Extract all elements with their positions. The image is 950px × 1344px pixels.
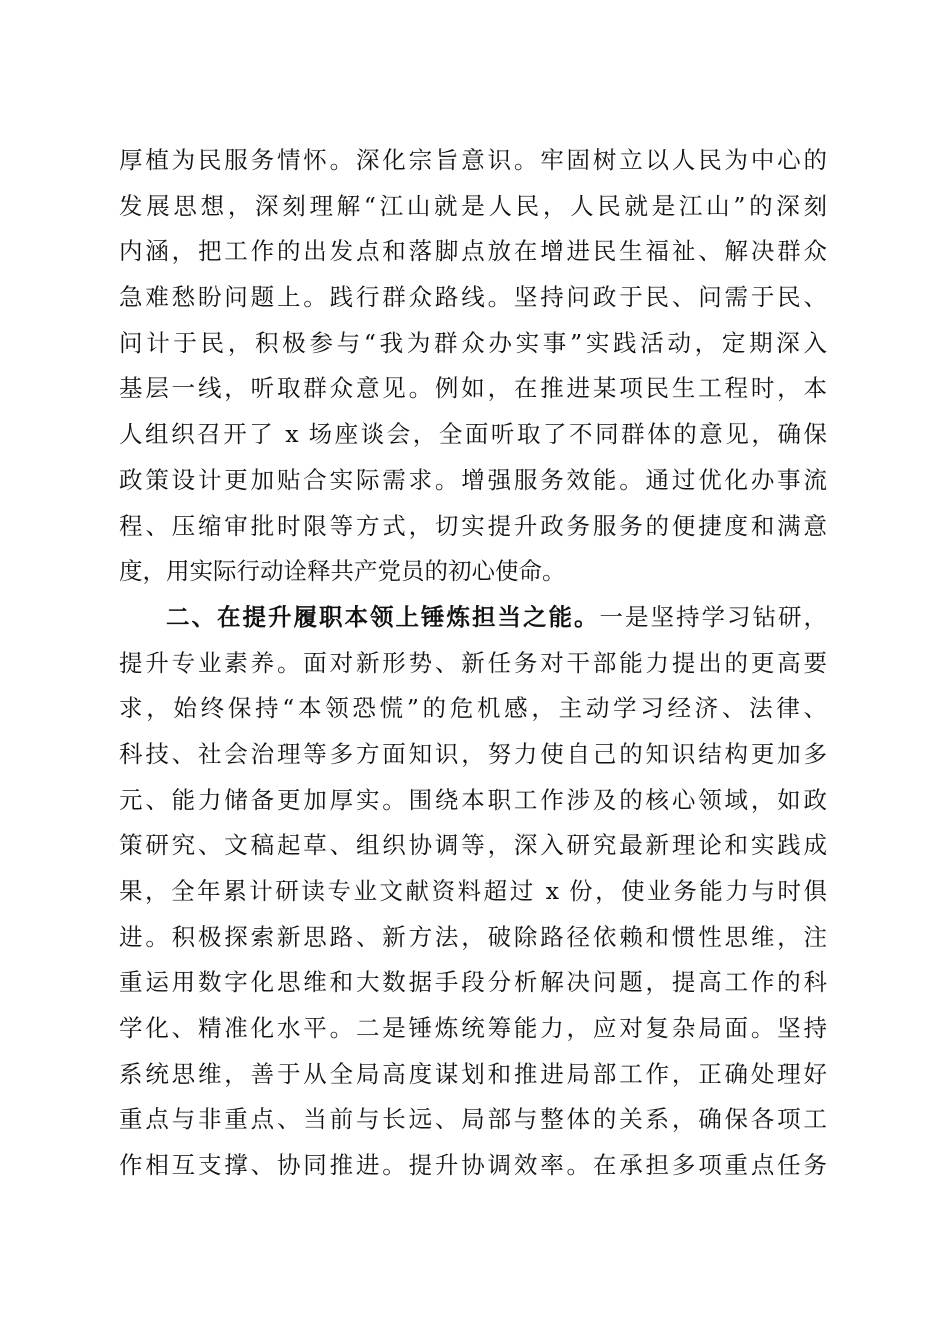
text-line: 内涵，把工作的出发点和落脚点放在增进民生福祉、解决群众 <box>119 237 827 266</box>
text-line: 求，始终保持“本领恐慌”的危机感，主动学习经济、法律、 <box>119 694 827 723</box>
section-heading: 二、在提升履职本领上锤炼担当之能。 <box>166 602 600 631</box>
text-line: 元、能力储备更加厚实。围绕本职工作涉及的核心领域，如政 <box>119 785 827 814</box>
text-line: 度，用实际行动诠释共产党员的初心使命。 <box>119 557 566 586</box>
text-line: 学化、精准化水平。二是锤炼统筹能力，应对复杂局面。坚持 <box>119 1014 827 1043</box>
text-line: 重点与非重点、当前与长远、局部与整体的关系，确保各项工 <box>119 1105 827 1134</box>
document-body <box>119 138 827 1189</box>
text-line: 程、压缩审批时限等方式，切实提升政务服务的便捷度和满意 <box>119 511 827 540</box>
text-line: 提升专业素养。面对新形势、新任务对干部能力提出的更高要 <box>119 648 827 677</box>
text-line: 急难愁盼问题上。践行群众路线。坚持问政于民、问需于民、 <box>119 283 827 312</box>
text-line: 人组织召开了 x 场座谈会，全面听取了不同群体的意见，确保 <box>119 420 827 449</box>
text-line: 作相互支撑、协同推进。提升协调效率。在承担多项重点任务 <box>119 1151 827 1180</box>
text-line: 厚植为民服务情怀。深化宗旨意识。牢固树立以人民为中心的 <box>119 146 827 174</box>
section-heading-line <box>119 595 827 641</box>
text-line: 发展思想，深刻理解“江山就是人民，人民就是江山”的深刻 <box>119 191 827 220</box>
text-line: 进。积极探索新思路、新方法，破除路径依赖和惯性思维，注 <box>119 922 827 951</box>
text-line: 系统思维，善于从全局高度谋划和推进局部工作，正确处理好 <box>119 1059 827 1088</box>
text-line: 政策设计更加贴合实际需求。增强服务效能。通过优化办事流 <box>119 465 827 494</box>
text-line: 策研究、文稿起草、组织协调等，深入研究最新理论和实践成 <box>119 831 827 860</box>
section-heading-continuation: 一是坚持学习钻研， <box>599 602 827 631</box>
text-line: 科技、社会治理等多方面知识，努力使自己的知识结构更加多 <box>119 739 827 768</box>
text-line: 基层一线，听取群众意见。例如，在推进某项民生工程时，本 <box>119 374 827 403</box>
text-line: 果，全年累计研读专业文献资料超过 x 份，使业务能力与时俱 <box>119 877 827 905</box>
text-line: 问计于民，积极参与“我为群众办实事”实践活动，定期深入 <box>119 328 827 357</box>
text-line: 重运用数字化思维和大数据手段分析解决问题，提高工作的科 <box>119 968 827 997</box>
